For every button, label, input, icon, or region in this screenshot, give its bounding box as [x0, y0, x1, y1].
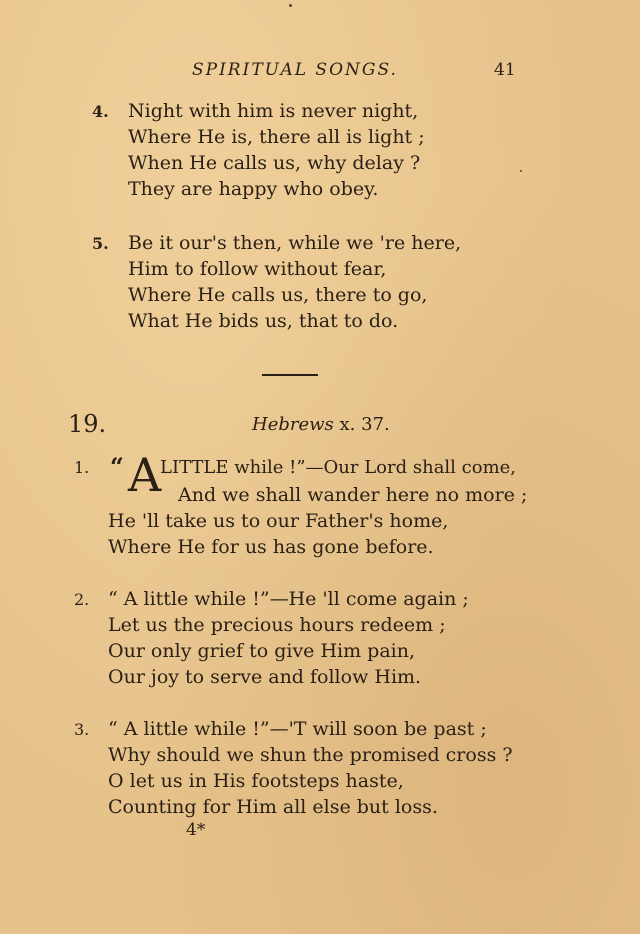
- scripture-reference: [252, 414, 390, 435]
- verse-line: O let us in His footsteps haste,: [108, 770, 404, 792]
- verse-line: Night with him is never night,: [128, 100, 419, 122]
- verse-line: Let us the precious hours redeem ;: [108, 614, 446, 636]
- verse-number: 5.: [92, 234, 109, 253]
- verse-line: Where He calls us, there to go,: [128, 284, 428, 306]
- verse-line: He 'll take us to our Father's home,: [108, 510, 449, 532]
- verse-line: Where He for us has gone before.: [108, 536, 434, 558]
- verse-first-line: LITTLE while !”—Our Lord shall come,: [160, 457, 517, 478]
- hymn-number: 19.: [68, 410, 107, 438]
- verse-block: [108, 716, 513, 820]
- verse-line: When He calls us, why delay ?: [128, 152, 421, 174]
- running-title: SPIRITUAL SONGS.: [192, 60, 398, 80]
- verse-number: 3.: [74, 720, 90, 739]
- verse-line-indented: [178, 482, 527, 508]
- verse-line: What He bids us, that to do.: [128, 310, 399, 332]
- verse-number: 4.: [92, 102, 109, 121]
- verse-block: [128, 98, 425, 202]
- section-divider: [262, 374, 318, 376]
- verse-block: [108, 508, 448, 560]
- paper-speck: [289, 4, 292, 7]
- verse-number: 2.: [74, 590, 90, 609]
- verse-line: Be it our's then, while we 're here,: [128, 232, 462, 254]
- verse-number: 1.: [74, 458, 90, 477]
- verse-line: Where He is, there all is light ;: [128, 126, 425, 148]
- paper-speck: [520, 170, 522, 172]
- page-number: 41: [494, 60, 516, 80]
- verse-line: Counting for Him all else but loss.: [108, 796, 438, 818]
- verse-block: [108, 586, 469, 690]
- verse-line: Him to follow without fear,: [128, 258, 387, 280]
- opening-quote: “: [110, 452, 124, 481]
- signature-mark: 4*: [186, 820, 206, 840]
- verse-block: [128, 230, 461, 334]
- verse-line: They are happy who obey.: [128, 178, 379, 200]
- verse-line: “ A little while !”—He 'll come again ;: [108, 588, 469, 610]
- drop-cap: A: [128, 448, 162, 502]
- verse-line: “ A little while !”—'T will soon be past ;: [108, 718, 487, 740]
- scripture-chapter-verse: x. 37.: [339, 414, 390, 435]
- verse-line: And we shall wander here no more ;: [178, 484, 528, 506]
- verse-line: Why should we shun the promised cross ?: [108, 744, 513, 766]
- verse-line: Our joy to serve and follow Him.: [108, 666, 422, 688]
- verse-line: Our only grief to give Him pain,: [108, 640, 416, 662]
- scripture-book: Hebrews: [252, 414, 334, 435]
